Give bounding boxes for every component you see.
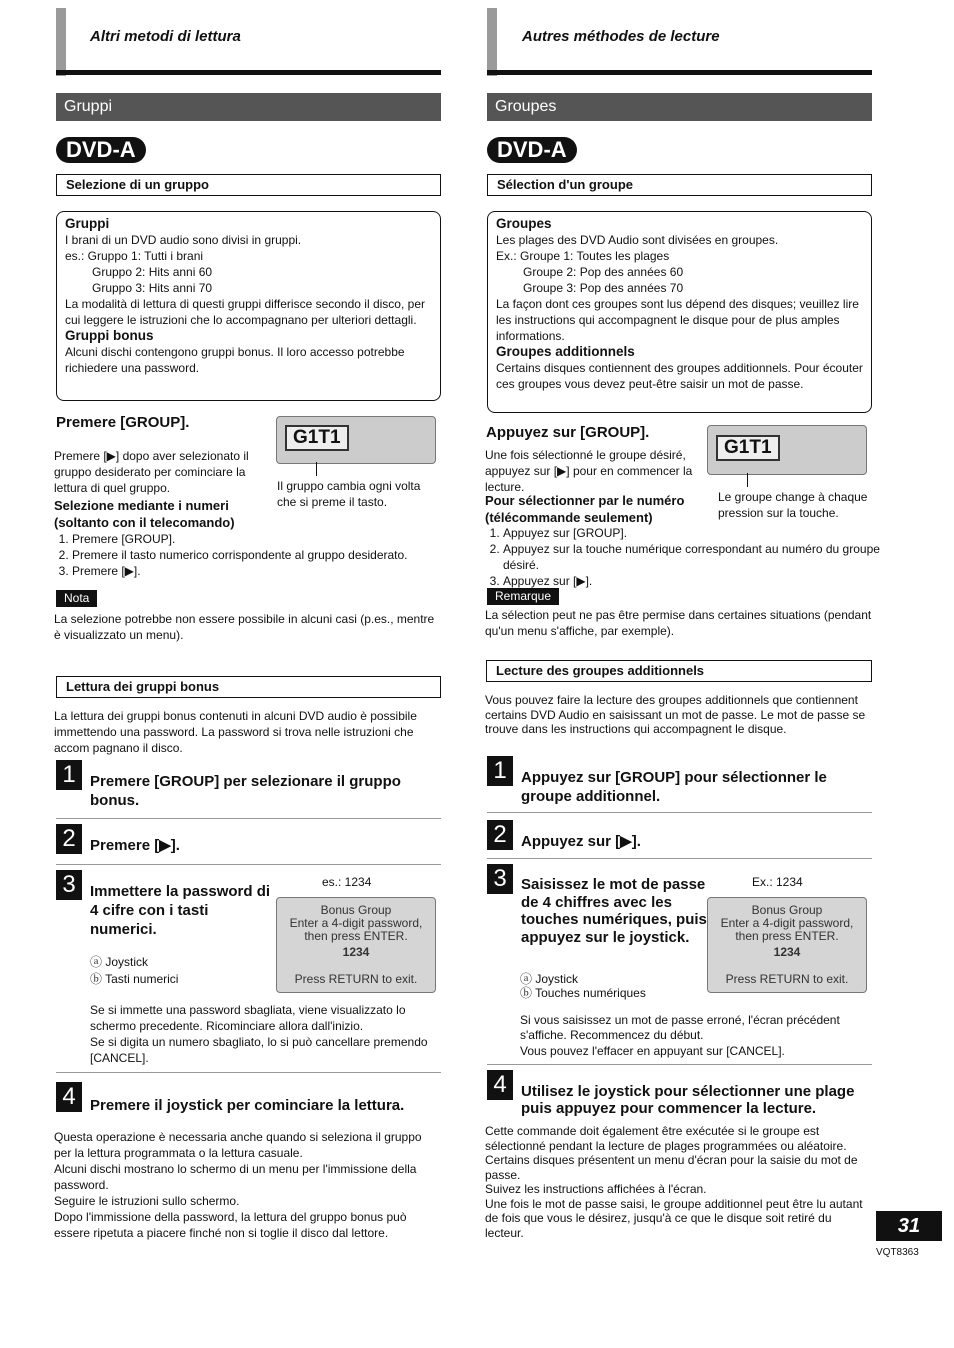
section-band-left: Gruppi xyxy=(56,93,441,121)
info-title: Gruppi xyxy=(65,216,110,231)
step-4-text-left: Premere il joystick per cominciare la lettura. xyxy=(90,1097,405,1114)
password-screen-right xyxy=(707,897,867,993)
numeric-step: 1. Premere [GROUP]. xyxy=(72,531,457,547)
divider xyxy=(487,1064,872,1065)
screen-line-3: then press ENTER. xyxy=(735,929,839,943)
header-bar-right xyxy=(487,8,497,76)
step-2-text-right: Appuyez sur [▶]. xyxy=(521,833,641,850)
display-pointer-line xyxy=(316,462,317,476)
info-box-right xyxy=(487,211,872,413)
press-group-heading-left: Premere [GROUP]. xyxy=(56,414,190,431)
step-4-text-right: Utilisez le joystick pour sélectionner une plage puis appuyez pour commencer la lecture. xyxy=(521,1083,855,1117)
numeric-step: 3. Appuyez sur [▶]. xyxy=(503,573,891,589)
step-3-number-right: 3 xyxy=(487,864,513,894)
info-line: La façon dont ces groupes sont lus dépend des disques; veuillez lire les instructions qui accompagnent le disque pour de plus amples informations. xyxy=(496,297,859,343)
header-rule-right xyxy=(487,70,872,75)
info-line: I brani di un DVD audio sono divisi in gruppi. xyxy=(65,233,302,247)
step-2-number-right: 2 xyxy=(487,820,513,850)
step-3-text-left: Immettere la password di 4 cifre con i tasti numerici. xyxy=(90,883,271,938)
screen-line-1: Bonus Group xyxy=(751,903,823,917)
info-box-left xyxy=(56,211,441,401)
numeric-title-left: Selezione mediante i numeri (soltanto con il telecomando) xyxy=(54,498,235,530)
password-screen-left xyxy=(276,897,436,993)
bonus-intro-right: Vous pouvez faire la lecture des groupes additionnels que contiennent certains DVD Audio en saisissant un mot de passe. Le mot de passe se trouve dans les instructions qui accompagnent le disque. xyxy=(485,693,866,736)
bonus-intro-left: La lettura dei gruppi bonus contenuti in alcuni DVD audio è possibile immettendo una password. La password si trova nelle istruzioni che accom pagnano il disco. xyxy=(54,709,417,755)
doc-code: VQT8363 xyxy=(876,1247,919,1258)
screen-line-2: Enter a 4-digit password, xyxy=(289,916,423,930)
box-title-bonus-left: Lettura dei gruppi bonus xyxy=(56,676,441,698)
press-group-heading-right: Appuyez sur [GROUP]. xyxy=(486,424,650,441)
screen-line-5: Press RETURN to exit. xyxy=(725,972,849,986)
step-1-text-left: Premere [GROUP] per selezionare il gruppo bonus. xyxy=(90,773,401,809)
step-4-number-left: 4 xyxy=(56,1082,82,1112)
group-display-left xyxy=(276,416,436,464)
info-line: La modalità di lettura di questi gruppi differisce secondo il disco, per cui leggere le istruzioni che lo accompagnano per ulteriori dettagli. xyxy=(65,297,425,327)
step-2-text-left: Premere [▶]. xyxy=(90,837,180,854)
step-3-note1-right: Si vous saisissez un mot de passe erroné, l'écran précédent s'affiche. Recommencez du début. xyxy=(520,1013,840,1042)
step-2-number-left: 2 xyxy=(56,824,82,854)
step-1-number-right: 1 xyxy=(487,756,513,786)
box-title-select-group-left: Selezione di un gruppo xyxy=(56,174,441,196)
page-number-badge: 31 xyxy=(876,1211,942,1241)
divider xyxy=(56,818,441,819)
dvd-a-badge-right: DVD-A xyxy=(487,137,577,163)
info-bonus-title: Gruppi bonus xyxy=(65,328,154,343)
divider xyxy=(487,812,872,813)
divider xyxy=(56,1072,441,1073)
numeric-step: 1. Appuyez sur [GROUP]. xyxy=(503,525,891,541)
group-display-right xyxy=(707,425,867,475)
step-3-a-left: ⓐ Joystick xyxy=(90,955,149,969)
info-line: Gruppo 3: Hits anni 70 xyxy=(92,281,213,295)
numeric-title-right: Pour sélectionner par le numéro (télécommande seulement) xyxy=(485,493,685,525)
info-line: es.: Gruppo 1: Tutti i brani xyxy=(65,249,204,263)
numeric-step: 2. Appuyez sur la touche numérique correspondant au numéro du groupe désiré. xyxy=(503,541,891,573)
step-4-number-right: 4 xyxy=(487,1070,513,1100)
note-text-left: La selezione potrebbe non essere possibile in alcuni casi (p.es., mentre è visualizzato un menu). xyxy=(54,612,435,642)
group-display-text: G1T1 xyxy=(285,425,349,451)
numeric-steps-left xyxy=(54,531,457,579)
header-title-right: Autres méthodes de lecture xyxy=(522,28,720,45)
step-3-note1-left: Se si immette una password sbagliata, viene visualizzato lo schermo precedente. Ricominciare allora dall'inizio. xyxy=(90,1003,406,1033)
screen-password: 1234 xyxy=(773,945,801,959)
info-bonus-title: Groupes additionnels xyxy=(496,344,635,359)
header-bar-left xyxy=(56,8,66,76)
section-band-right: Groupes xyxy=(487,93,872,121)
group-display-text: G1T1 xyxy=(716,435,780,461)
step-3-note2-left: Se si digita un numero sbagliato, lo si può cancellare premendo [CANCEL]. xyxy=(90,1035,428,1065)
info-line: Ex.: Groupe 1: Toutes les plages xyxy=(496,249,670,263)
end-text-right: Cette commande doit également être exécutée si le groupe est sélectionné pendant la lecture de plages programmées ou aléatoire. Certains disques présentent un menu d'écran pour la saisie du mot de passe. Suivez les instructions affichées à l'écran. Une fois le mot de passe saisi, le groupe additionnel peut être lu autant de fois que vous le désirez, jusqu'à ce que le disque soit retiré du lecteur. xyxy=(485,1124,863,1240)
info-title: Groupes xyxy=(496,216,552,231)
step-3-note2-right: Vous pouvez l'effacer en appuyant sur [CANCEL]. xyxy=(520,1044,785,1058)
screen-line-3: then press ENTER. xyxy=(304,929,408,943)
step-3-a-right: ⓐ Joystick xyxy=(520,972,579,986)
screen-line-5: Press RETURN to exit. xyxy=(294,972,418,986)
step-1-number-left: 1 xyxy=(56,760,82,790)
note-text-right: La sélection peut ne pas être permise dans certaines situations (pendant qu'un menu s'affiche, par exemple). xyxy=(485,608,872,638)
step-3-number-left: 3 xyxy=(56,870,82,900)
dvd-a-badge-left: DVD-A xyxy=(56,137,146,163)
display-caption-left: Il gruppo cambia ogni volta che si preme il tasto. xyxy=(277,479,421,509)
screen-password: 1234 xyxy=(342,945,370,959)
divider xyxy=(56,864,441,865)
numeric-step: 2. Premere il tasto numerico corrispondente al gruppo desiderato. xyxy=(72,547,457,563)
numeric-steps-right xyxy=(485,525,891,589)
end-text-left: Questa operazione è necessaria anche quando si seleziona il gruppo per la lettura programmata o la lettura casuale. Alcuni dischi mostrano lo schermo di un menu per l'immissione della password. Seguire le istruzioni sullo schermo. Dopo l'immissione della password, la lettura del gruppo bonus può essere ripetuta a piacere finché non si toglie il disco dal lettore. xyxy=(54,1130,422,1240)
info-line: Groupe 2: Pop des années 60 xyxy=(523,265,684,279)
note-tag-left: Nota xyxy=(56,590,97,607)
display-caption-right: Le groupe change à chaque pression sur la touche. xyxy=(718,490,868,520)
press-group-text-right: Une fois sélectionné le groupe désiré, appuyez sur [▶] pour en commencer la lecture. xyxy=(485,448,693,494)
info-bonus-text: Certains disques contiennent des groupes additionnels. Pour écouter ces groupes vous devez peut-être saisir un mot de passe. xyxy=(496,361,863,391)
box-title-bonus-right: Lecture des groupes additionnels xyxy=(486,660,872,682)
info-line: Les plages des DVD Audio sont divisées en groupes. xyxy=(496,233,779,247)
screen-line-2: Enter a 4-digit password, xyxy=(720,916,854,930)
info-line: Gruppo 2: Hits anni 60 xyxy=(92,265,213,279)
step-3-text-right: Saisissez le mot de passe de 4 chiffres avec les touches numériques, puis appuyez sur le joystick. xyxy=(521,876,707,946)
numeric-step: 3. Premere [▶]. xyxy=(72,563,457,579)
screen-line-1: Bonus Group xyxy=(320,903,392,917)
step-3-b-left: ⓑ Tasti numerici xyxy=(90,972,179,986)
header-rule-left xyxy=(56,70,441,75)
divider xyxy=(487,858,872,859)
box-title-select-group-right: Sélection d'un groupe xyxy=(487,174,872,196)
step-3-example-right: Ex.: 1234 xyxy=(752,875,803,889)
display-pointer-line xyxy=(747,473,748,487)
step-3-example-left: es.: 1234 xyxy=(322,875,372,889)
press-group-text-left: Premere [▶] dopo aver selezionato il gruppo desiderato per cominciare la lettura di quel gruppo. xyxy=(54,449,249,495)
info-bonus-text: Alcuni dischi contengono gruppi bonus. Il loro accesso potrebbe richiedere una password. xyxy=(65,345,405,375)
note-tag-right: Remarque xyxy=(487,588,559,605)
step-1-text-right: Appuyez sur [GROUP] pour sélectionner le groupe additionnel. xyxy=(521,769,827,805)
step-3-b-right: ⓑ Touches numériques xyxy=(520,986,646,1000)
header-title-left: Altri metodi di lettura xyxy=(90,28,241,45)
info-line: Groupe 3: Pop des années 70 xyxy=(523,281,684,295)
